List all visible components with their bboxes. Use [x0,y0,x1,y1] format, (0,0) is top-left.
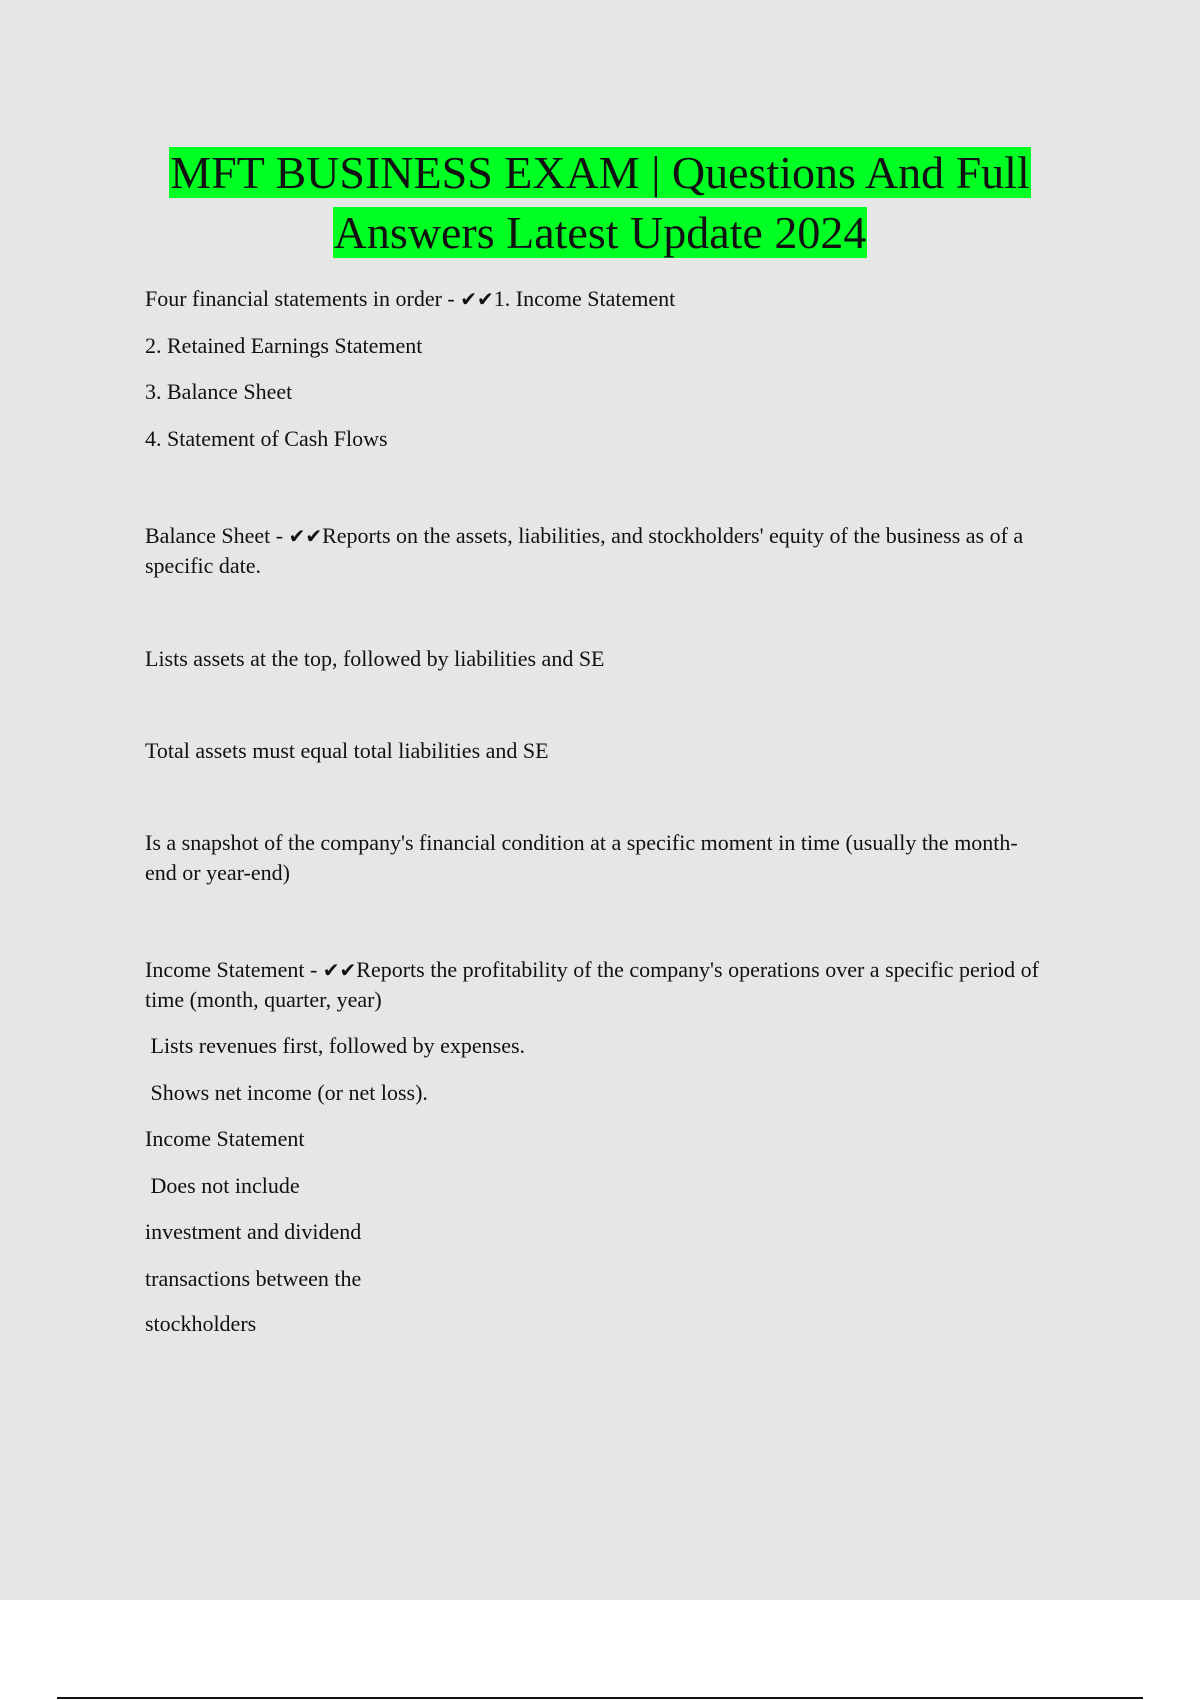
check-icon: ✔✔ [288,524,323,548]
page-footer-area [0,1600,1200,1700]
q2-term: Balance Sheet - [145,523,289,548]
q3-line-4: Income Statement [145,1126,305,1151]
q3-term: Income Statement - [145,957,323,982]
title-line-1: MFT BUSINESS EXAM | Questions And Full [170,147,1030,198]
q3-line-8: stockholders [145,1311,257,1336]
check-icon: ✔✔ [460,287,494,311]
footer-divider [57,1697,1143,1699]
q1-question [145,284,1085,314]
q1-line-3: 3. Balance Sheet [145,379,293,404]
q1-line-4: 4. Statement of Cash Flows [145,426,388,451]
q3-answer: Reports the profitability of the company's operations over a specific period of time (month, quarter, year) [145,957,1040,1012]
q3-line-5: Does not include [145,1173,300,1198]
q1-line-2: 2. Retained Earnings Statement [145,333,423,358]
q3-line-7: transactions between the [145,1266,362,1291]
q2-note-1: Lists assets at the top, followed by liabilities and SE [145,646,605,671]
q3-line-2: Lists revenues first, followed by expenses. [145,1033,526,1058]
q3-question [145,955,1045,1015]
q1-term: Four financial statements in order - [145,286,461,311]
q2-note-3: Is a snapshot of the company's financial condition at a specific moment in time (usually the month-end or year-end) [145,830,1018,885]
q1-answer: 1. Income Statement [493,286,676,311]
title-line-2: Answers Latest Update 2024 [333,207,867,258]
q3-line-6: investment and dividend [145,1219,362,1244]
check-icon: ✔✔ [322,958,357,982]
q2-question [145,521,1075,581]
q2-answer: Reports on the assets, liabilities, and stockholders' equity of the business as of a specific date. [145,523,1024,578]
document-title [120,143,1080,263]
q2-note-2: Total assets must equal total liabilities and SE [145,738,549,763]
q3-line-3: Shows net income (or net loss). [145,1080,428,1105]
